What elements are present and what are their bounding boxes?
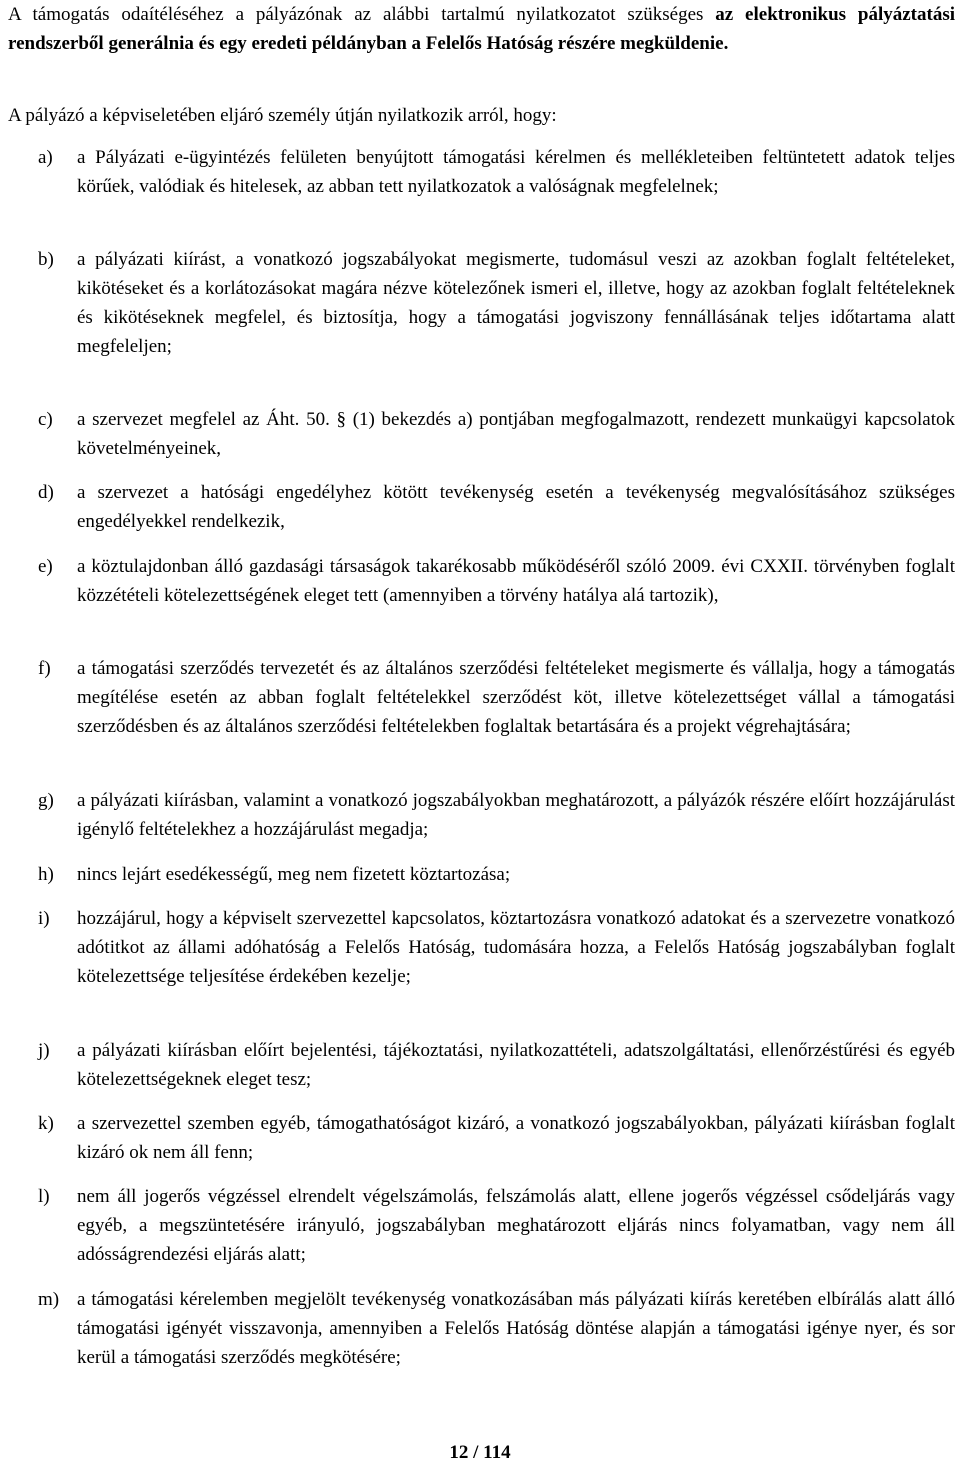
list-item-marker: l) (38, 1186, 50, 1207)
list-item-text: a köztulajdonban álló gazdasági társaságok takarékosabb működéséről szóló 2009. évi CXXII. törvényben foglalt közzétételi kötelezettségének eleget tett (amennyiben a törvény hatálya alá tartozik), (77, 556, 955, 606)
list-item-marker: j) (38, 1040, 50, 1061)
list-item-text: a pályázati kiírásban előírt bejelentési, tájékoztatási, nyilatkozattételi, adatszolgáltatási, ellenőrzéstűrési és egyéb kötelezettségeknek eleget tesz; (77, 1040, 955, 1090)
list-item-text: a pályázati kiírást, a vonatkozó jogszabályokat megismerte, tudomásul veszi az azokban foglalt feltételeket, kikötéseket és a korlátozásokat magára nézve kötelezőnek ismeri el, illetve, hogy az azokban foglalt feltételeknek és kikötéseknek megfelel, és biztosítja, hogy a támogatási jogviszony fennállásának teljes időtartama alatt megfeleljen; (77, 249, 955, 357)
intro-paragraph (8, 0, 955, 58)
list-item-marker: k) (38, 1113, 54, 1134)
list-item-marker: a) (38, 147, 53, 168)
page-number: 12 / 114 (449, 1442, 511, 1463)
list-item-marker: m) (38, 1289, 60, 1310)
intro-text: A támogatás odaítéléséhez a pályázónak az alábbi tartalmú nyilatkozatot szükséges (8, 4, 716, 25)
list-item-marker: c) (38, 409, 53, 430)
list-item-text: nincs lejárt esedékességű, meg nem fizetett köztartozása; (77, 864, 511, 885)
list-item-text: a Pályázati e-ügyintézés felületen benyújtott támogatási kérelmen és mellékleteiben feltüntetett adatok teljes körűek, valódiak és hitelesek, az abban tett nyilatkozatok a valóságnak megfelelnek; (77, 147, 955, 197)
intro-bold-text: az elektronikus pályáztatási rendszerből generálnia és egy eredeti példányban a Felelős Hatóság részére megküldenie. (8, 4, 956, 54)
lead-paragraph: A pályázó a képviseletében eljáró személy útján nyilatkozik arról, hogy: (8, 105, 557, 126)
list-item-marker: g) (38, 790, 54, 811)
list-item-marker: f) (38, 658, 51, 679)
list-item-text: a szervezet a hatósági engedélyhez kötött tevékenység esetén a tevékenység megvalósításához szükséges engedélyekkel rendelkezik, (77, 482, 955, 532)
list-item-text: a szervezettel szemben egyéb, támogathatóságot kizáró, a vonatkozó jogszabályokban, pályázati kiírásban foglalt kizáró ok nem áll fenn; (77, 1113, 955, 1163)
list-item-marker: d) (38, 482, 54, 503)
list-item-marker: b) (38, 249, 54, 270)
list-item-text: a támogatási kérelemben megjelölt tevékenység vonatkozásában más pályázati kiírás keretében elbírálás alatt álló támogatási igényét visszavonja, amennyiben a Felelős Hatóság döntése alapján a támogatási igénye nyer, és sor kerül a támogatási szerződés megkötésére; (77, 1289, 955, 1368)
list-item-marker: e) (38, 556, 53, 577)
list-item-text: a támogatási szerződés tervezetét és az általános szerződési feltételeket megismerte és vállalja, hogy a támogatás megítélése esetén az abban foglalt feltételekkel szerződést köt, illetve kötelezettséget vállal a támogatási szerződésben és az általános szerződési feltételekben foglaltak betartására és a projekt végrehajtására; (77, 658, 955, 737)
list-item-marker: h) (38, 864, 54, 885)
list-item-text: a pályázati kiírásban, valamint a vonatkozó jogszabályokban meghatározott, a pályázók részére előírt hozzájárulást igénylő feltételekhez a hozzájárulást megadja; (77, 790, 955, 840)
list-item-text: a szervezet megfelel az Áht. 50. § (1) bekezdés a) pontjában megfogalmazott, rendezett munkaügyi kapcsolatok követelményeinek, (77, 409, 955, 459)
list-item-marker: i) (38, 908, 50, 929)
list-item-text: nem áll jogerős végzéssel elrendelt végelszámolás, felszámolás alatt, ellene jogerős végzéssel csődeljárás vagy egyéb, a megszüntetésére irányuló, jogszabályban meghatározott eljárás nincs folyamatban, vagy nem áll adósságrendezési eljárás alatt; (77, 1186, 955, 1265)
list-item-text: hozzájárul, hogy a képviselt szervezettel kapcsolatos, köztartozásra vonatkozó adatokat és a szervezetre vonatkozó adótitkot az állami adóhatóság a Felelős Hatóság, tudomására hozza, a Felelős Hatóság jogszabályban foglalt kötelezettsége teljesítése érdekében kezelje; (77, 908, 955, 987)
